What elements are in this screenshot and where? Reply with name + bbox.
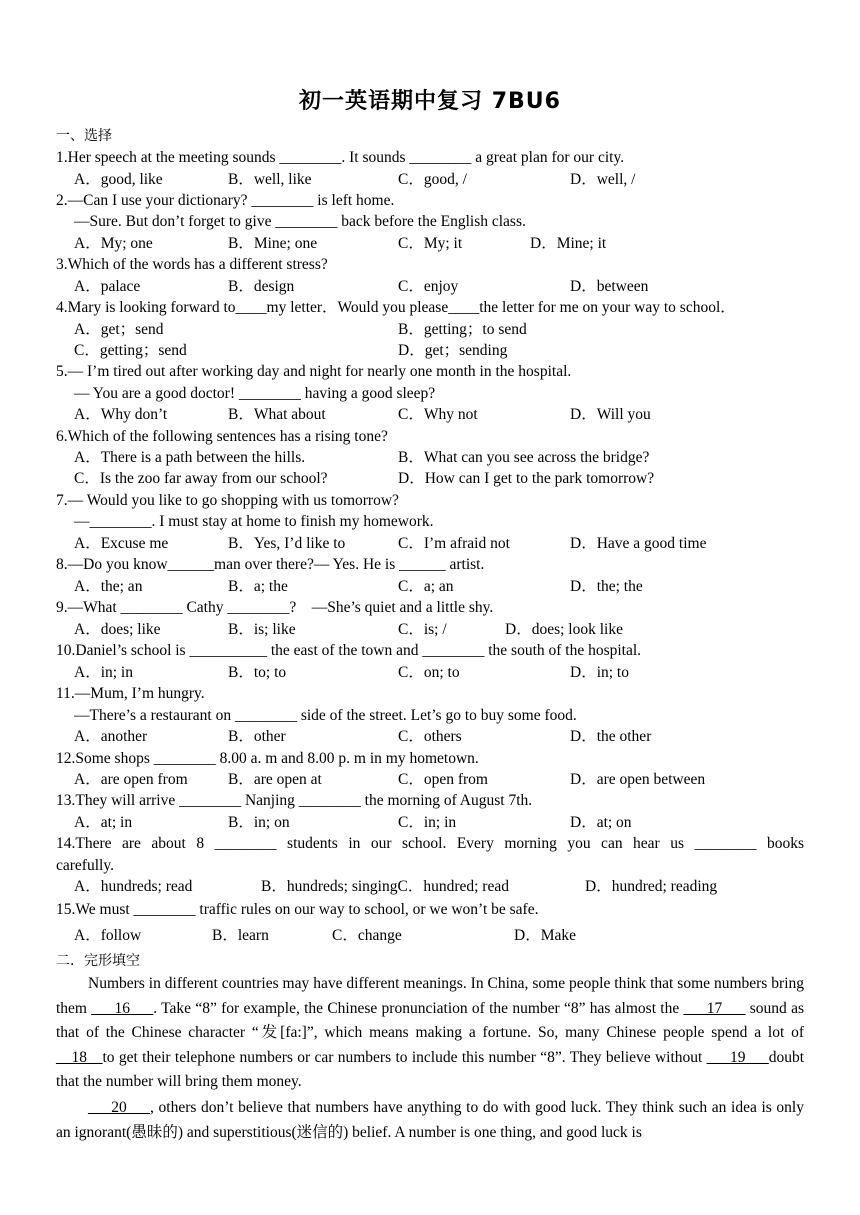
option-b: B．Mine; one xyxy=(228,235,318,252)
option-d: D．How can I get to the park tomorrow? xyxy=(398,470,655,487)
option-d: D．well, / xyxy=(570,171,636,188)
question-stem: 2.—Can I use your dictionary? ________ is left home. xyxy=(56,192,395,209)
option-a: A．Why don’t xyxy=(74,406,168,423)
option-b: B．other xyxy=(228,728,286,745)
option-a: A．get；send xyxy=(74,321,164,338)
cloze-paragraph-2 xyxy=(56,1096,804,1145)
option-d: D．get；sending xyxy=(398,342,508,359)
option-a: A．good, like xyxy=(74,171,163,188)
question-stem: 5.— I’m tired out after working day and night for nearly one month in the hospital. xyxy=(56,363,572,380)
question-stem: 13.They will arrive ________ Nanjing ________ the morning of August 7th. xyxy=(56,792,533,809)
option-b: B．is; like xyxy=(228,621,296,638)
option-a: A．the; an xyxy=(74,578,143,595)
option-d: D．Will you xyxy=(570,406,651,423)
option-c: C．others xyxy=(398,728,462,745)
cloze-paragraph-1 xyxy=(56,972,804,1095)
blank-20: ___20___ xyxy=(88,1099,150,1116)
option-c: C．change xyxy=(332,927,402,944)
option-c: C．a; an xyxy=(398,578,454,595)
option-c: C．Why not xyxy=(398,406,478,423)
question-stem: 14.There are about 8 ________ students in our school. Every morning you can hear us ________ books xyxy=(56,835,804,852)
option-c: C．My; it xyxy=(398,235,463,252)
option-d: D．at; on xyxy=(570,814,632,831)
option-a: A．another xyxy=(74,728,148,745)
option-d: D．are open between xyxy=(570,771,706,788)
question-stem: 15.We must ________ traffic rules on our way to school, or we won’t be safe. xyxy=(56,901,539,918)
option-c: C．is; / xyxy=(398,621,447,638)
question-stem: 4.Mary is looking forward to____my letter．Would you please____the letter for me on your way to school． xyxy=(56,299,736,316)
question-stem-line2: —Sure. But don’t forget to give ________ back before the English class. xyxy=(74,213,526,230)
option-a: A．hundreds; read xyxy=(74,878,193,895)
blank-16: ___16___ xyxy=(91,999,154,1017)
option-b: B．are open at xyxy=(228,771,322,788)
question-stem-line2: carefully. xyxy=(56,857,114,874)
question-stem: 9.—What ________ Cathy ________? —She’s quiet and a little shy. xyxy=(56,599,494,616)
passage-text: Numbers in different countries may have different meanings. In China, some people think that some numbers bring them xyxy=(56,975,804,1017)
option-a: A．follow xyxy=(74,927,142,944)
question-stem: 1.Her speech at the meeting sounds ________. It sounds ________ a great plan for our city. xyxy=(56,149,625,166)
passage-text: , others don’t believe that numbers have anything to do with good luck. They think such an idea is only an ignorant(愚昧的) and superstitious(迷信的) belief. A number is one thing, and good luck is xyxy=(56,1099,804,1141)
option-a: A．Excuse me xyxy=(74,535,169,552)
option-b: B．What about xyxy=(228,406,326,423)
option-d: D．Make xyxy=(514,927,576,944)
question-stem: 7.— Would you like to go shopping with us tomorrow? xyxy=(56,492,399,509)
option-d: D．the other xyxy=(570,728,652,745)
page-title: 初一英语期中复习 7BU6 xyxy=(299,89,561,114)
option-c: C．on; to xyxy=(398,664,460,681)
question-stem: 3.Which of the words has a different stress? xyxy=(56,256,328,273)
question-stem-line2: —________. I must stay at home to finish my homework. xyxy=(74,513,434,530)
option-a: A．in; in xyxy=(74,664,133,681)
section-heading-choice: 一、选择 xyxy=(56,128,112,144)
option-b: B．learn xyxy=(212,927,269,944)
option-b: B．well, like xyxy=(228,171,312,188)
question-stem-line2: — You are a good doctor! ________ having a good sleep? xyxy=(74,385,436,402)
option-c: C．I’m afraid not xyxy=(398,535,510,552)
question-stem: 12.Some shops ________ 8.00 a. m and 8.00 p. m in my hometown. xyxy=(56,750,479,767)
option-b-c: B．hundreds; singingC．hundred; read xyxy=(261,878,509,895)
option-d: D．Have a good time xyxy=(570,535,707,552)
option-a: A．at; in xyxy=(74,814,133,831)
option-d: D．hundred; reading xyxy=(585,878,718,895)
option-a: A．does; like xyxy=(74,621,161,638)
option-b: B．Yes, I’d like to xyxy=(228,535,346,552)
blank-17: ___17___ xyxy=(683,999,746,1017)
option-a: A．palace xyxy=(74,278,141,295)
question-stem: 6.Which of the following sentences has a rising tone? xyxy=(56,428,388,445)
option-b: B．a; the xyxy=(228,578,288,595)
option-c: C．Is the zoo far away from our school? xyxy=(74,470,328,487)
option-b: B．to; to xyxy=(228,664,287,681)
option-a: A．are open from xyxy=(74,771,188,788)
option-a: A．There is a path between the hills. xyxy=(74,449,306,466)
section-heading-cloze: 二．完形填空 xyxy=(56,953,140,969)
question-stem: 11.—Mum, I’m hungry. xyxy=(56,685,205,702)
passage-text: to get their telephone numbers or car numbers to include this number “8”. They believe without xyxy=(102,1048,707,1066)
option-d: D．the; the xyxy=(570,578,643,595)
option-c: C．enjoy xyxy=(398,278,459,295)
blank-18: __18__ xyxy=(56,1048,103,1066)
option-c: C．good, / xyxy=(398,171,467,188)
option-a: A．My; one xyxy=(74,235,153,252)
option-d: D．in; to xyxy=(570,664,629,681)
option-b: B．design xyxy=(228,278,295,295)
question-stem: 8.—Do you know______man over there?— Yes. He is ______ artist. xyxy=(56,556,485,573)
option-b: B．getting；to send xyxy=(398,321,527,338)
question-stem: 10.Daniel’s school is __________ the east of the town and ________ the south of the hospital. xyxy=(56,642,642,659)
option-c: C．open from xyxy=(398,771,488,788)
option-c: C．in; in xyxy=(398,814,457,831)
passage-text: . Take “8” for example, the Chinese pronunciation of the number “8” has almost the xyxy=(153,999,684,1017)
option-d: D．Mine; it xyxy=(530,235,607,252)
question-stem-line2: —There’s a restaurant on ________ side of the street. Let’s go to buy some food. xyxy=(74,707,577,724)
passage-text: sound as that of the Chinese character “发[fa:]”, which means making a fortune. So, many Chinese people spend a lot of xyxy=(56,999,804,1042)
option-b: B．What can you see across the bridge? xyxy=(398,449,650,466)
passage-text: doubt that the number will bring them money. xyxy=(56,1048,804,1091)
option-c: C．getting；send xyxy=(74,342,187,359)
blank-19: ___19___ xyxy=(706,1048,769,1066)
option-b: B．in; on xyxy=(228,814,290,831)
option-d: D．does; look like xyxy=(505,621,623,638)
option-d: D．between xyxy=(570,278,649,295)
